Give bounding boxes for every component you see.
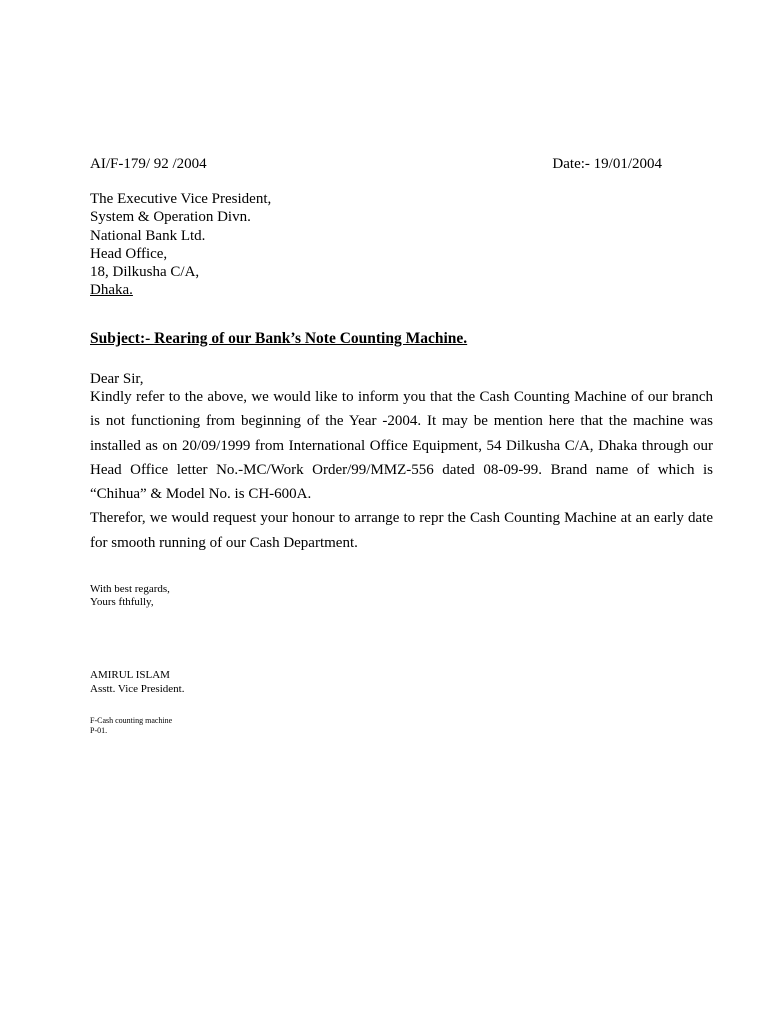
- recipient-line-4: Head Office,: [90, 245, 168, 262]
- signatory-title: Asstt. Vice President.: [90, 683, 185, 695]
- subject-line: Subject:- Rearing of our Bank’s Note Counting Machine.: [90, 330, 468, 347]
- body-paragraph-2: Therefor, we would request your honour to arrange to repr the Cash Counting Machine at an early date for smooth running of our Cash Department.: [90, 510, 713, 551]
- signature-block: [90, 668, 184, 696]
- letter-date: Date:- 19/01/2004: [552, 156, 662, 172]
- closing: [90, 583, 170, 609]
- file-reference-note: [90, 716, 172, 736]
- closing-line-2: Yours fthfully,: [90, 596, 154, 608]
- footer-line-1: F-Cash counting machine: [90, 716, 173, 725]
- recipient-line-2: System & Operation Divn.: [90, 209, 251, 226]
- signatory-name: AMIRUL ISLAM: [90, 669, 170, 681]
- salutation: Dear Sir,: [90, 371, 144, 387]
- recipient-line-1: The Executive Vice President,: [90, 191, 272, 207]
- recipient-line-6: Dhaka.: [90, 282, 133, 299]
- reference-number: AI/F-179/ 92 /2004: [90, 156, 207, 172]
- footer-line-2: P-01.: [90, 726, 108, 735]
- body-paragraph-1: Kindly refer to the above, we would like to inform you that the Cash Counting Machine of our branch is not functioning from beginning of the Year -2004. It may be mention here that the machine was installed as on 20/09/1999 from International Office Equipment, 54 Dilkusha C/A, Dhaka through our Head Office letter No.-MC/Work Order/99/MMZ-556 dated 08-09-99. Brand name of which is “Chihua” & Model No. is CH-600A.: [90, 389, 713, 503]
- recipient-line-5: 18, Dilkusha C/A,: [90, 264, 200, 281]
- recipient-address: [90, 190, 271, 300]
- recipient-line-3: National Bank Ltd.: [90, 227, 206, 244]
- letter-body: [90, 385, 713, 555]
- closing-line-1: With best regards,: [90, 583, 170, 595]
